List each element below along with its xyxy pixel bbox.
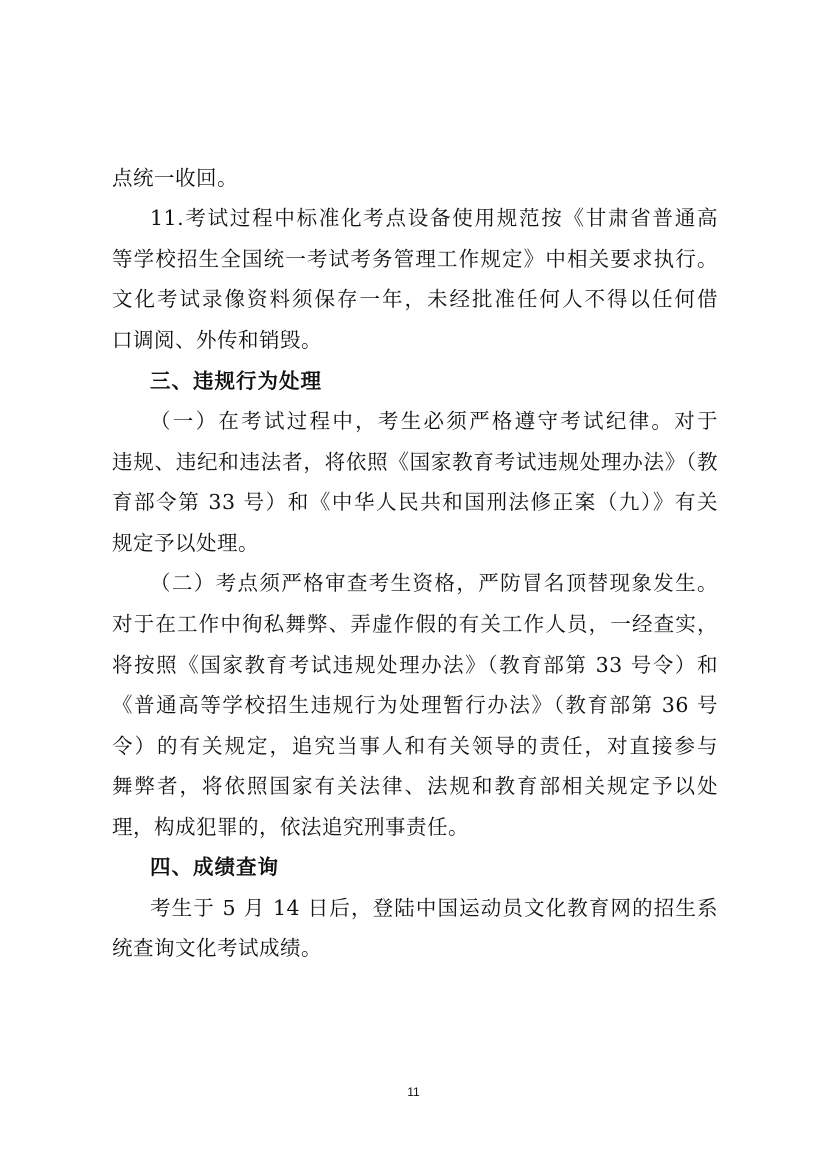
paragraph-line: 考生于 5 月 14 日后，登陆中国运动员文化教育网的招生系 [150,896,718,920]
paragraph-line: 舞弊者，将依照国家有关法律、法规和教育部相关规定予以处 [112,774,718,798]
paragraph-line: 11.考试过程中标准化考点设备使用规范按《甘肃省普通高 [150,206,718,230]
section-heading: 三、违规行为处理 [150,369,322,393]
paragraph-line: 育部令第 33 号）和《中华人民共和国刑法修正案（九）》有关 [112,490,718,514]
paragraph-line: 统查询文化考试成绩。 [112,936,322,960]
page-number: 11 [407,1085,420,1099]
paragraph-line: 理，构成犯罪的，依法追究刑事责任。 [112,815,469,839]
paragraph-line: （二）考点须严格审查考生资格，严防冒名顶替现象发生。 [150,571,718,595]
paragraph-line: 令）的有关规定，追究当事人和有关领导的责任，对直接参与 [112,734,718,758]
paragraph-line: 口调阅、外传和销毁。 [112,328,322,352]
paragraph-line: 《普通高等学校招生违规行为处理暂行办法》（教育部第 36 号 [112,693,718,717]
paragraph-line: 文化考试录像资料须保存一年，未经批准任何人不得以任何借 [112,287,718,311]
paragraph-line: 对于在工作中徇私舞弊、弄虚作假的有关工作人员，一经查实， [112,612,718,636]
paragraph-line: 将按照《国家教育考试违规处理办法》（教育部第 33 号令）和 [112,653,718,677]
paragraph-line: 规定予以处理。 [112,531,259,555]
paragraph-line: （一）在考试过程中，考生必须严格遵守考试纪律。对于 [150,409,718,433]
section-heading: 四、成绩查询 [150,855,279,879]
paragraph-line: 点统一收回。 [112,166,238,190]
paragraph-line: 等学校招生全国统一考试考务管理工作规定》中相关要求执行。 [112,247,718,271]
paragraph-line: 违规、违纪和违法者，将依照《国家教育考试违规处理办法》（教 [112,450,718,474]
